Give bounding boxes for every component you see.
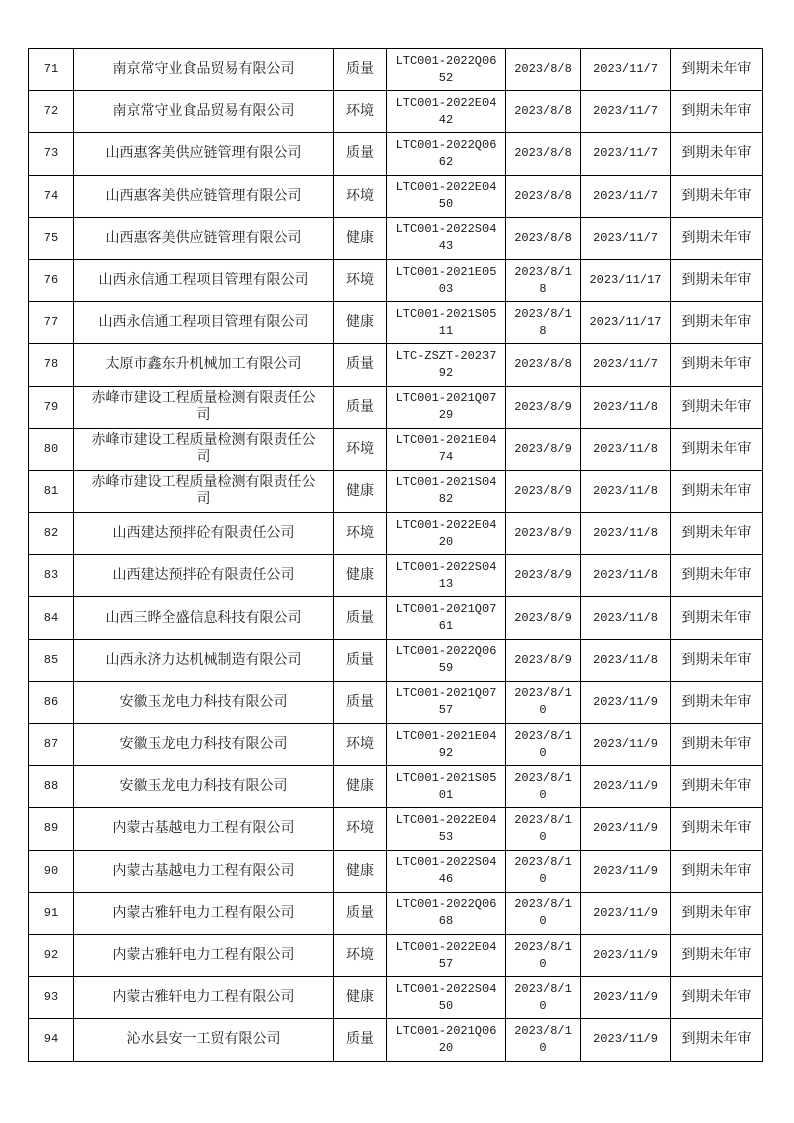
- certificate-type: 环境: [334, 724, 387, 766]
- certificate-type: 环境: [334, 428, 387, 470]
- certificate-number: LTC001-2021Q0761: [387, 597, 506, 639]
- row-number: 90: [29, 850, 74, 892]
- certificate-number: LTC001-2022Q0652: [387, 49, 506, 91]
- row-number: 71: [29, 49, 74, 91]
- company-name: 南京常守业食品贸易有限公司: [74, 49, 334, 91]
- due-date: 2023/11/7: [581, 217, 671, 259]
- issue-date: 2023/8/9: [506, 428, 581, 470]
- certificate-number: LTC001-2022Q0662: [387, 133, 506, 175]
- row-number: 94: [29, 1019, 74, 1061]
- company-name: 安徽玉龙电力科技有限公司: [74, 766, 334, 808]
- certificate-type: 环境: [334, 175, 387, 217]
- status: 到期未年审: [671, 428, 763, 470]
- table-row: [29, 133, 763, 175]
- certificate-number: LTC001-2021Q0620: [387, 1019, 506, 1061]
- due-date: 2023/11/9: [581, 892, 671, 934]
- row-number: 88: [29, 766, 74, 808]
- row-number: 79: [29, 386, 74, 428]
- issue-date: 2023/8/9: [506, 639, 581, 681]
- table-row: [29, 1019, 763, 1061]
- due-date: 2023/11/7: [581, 344, 671, 386]
- row-number: 86: [29, 681, 74, 723]
- certificate-number: LTC001-2022E0450: [387, 175, 506, 217]
- company-name: 安徽玉龙电力科技有限公司: [74, 681, 334, 723]
- issue-date: 2023/8/10: [506, 724, 581, 766]
- issue-date: 2023/8/8: [506, 49, 581, 91]
- company-name: 内蒙古基越电力工程有限公司: [74, 850, 334, 892]
- row-number: 75: [29, 217, 74, 259]
- certificate-number: LTC001-2022S0446: [387, 850, 506, 892]
- row-number: 93: [29, 977, 74, 1019]
- certificate-type: 质量: [334, 133, 387, 175]
- status: 到期未年审: [671, 470, 763, 512]
- table-row: [29, 850, 763, 892]
- due-date: 2023/11/9: [581, 724, 671, 766]
- issue-date: 2023/8/9: [506, 597, 581, 639]
- table-row: [29, 344, 763, 386]
- company-name: 赤峰市建设工程质量检测有限责任公司: [74, 470, 334, 512]
- issue-date: 2023/8/9: [506, 555, 581, 597]
- due-date: 2023/11/8: [581, 513, 671, 555]
- status: 到期未年审: [671, 513, 763, 555]
- row-number: 73: [29, 133, 74, 175]
- row-number: 89: [29, 808, 74, 850]
- table-row: [29, 977, 763, 1019]
- certificate-number: LTC001-2022S0413: [387, 555, 506, 597]
- certificate-number: LTC001-2021E0503: [387, 259, 506, 301]
- due-date: 2023/11/9: [581, 934, 671, 976]
- certificate-number: LTC001-2022E0420: [387, 513, 506, 555]
- status: 到期未年审: [671, 597, 763, 639]
- certificate-table: [28, 48, 763, 1062]
- due-date: 2023/11/9: [581, 1019, 671, 1061]
- issue-date: 2023/8/10: [506, 1019, 581, 1061]
- certificate-number: LTC001-2022E0442: [387, 91, 506, 133]
- status: 到期未年审: [671, 555, 763, 597]
- certificate-type: 健康: [334, 977, 387, 1019]
- row-number: 85: [29, 639, 74, 681]
- certificate-number: LTC001-2022E0457: [387, 934, 506, 976]
- due-date: 2023/11/8: [581, 386, 671, 428]
- issue-date: 2023/8/9: [506, 386, 581, 428]
- table-row: [29, 892, 763, 934]
- issue-date: 2023/8/10: [506, 808, 581, 850]
- certificate-type: 健康: [334, 850, 387, 892]
- company-name: 山西惠客美供应链管理有限公司: [74, 217, 334, 259]
- due-date: 2023/11/7: [581, 175, 671, 217]
- table-row: [29, 681, 763, 723]
- company-name: 太原市鑫东升机械加工有限公司: [74, 344, 334, 386]
- certificate-type: 环境: [334, 91, 387, 133]
- status: 到期未年审: [671, 133, 763, 175]
- certificate-type: 质量: [334, 49, 387, 91]
- company-name: 山西惠客美供应链管理有限公司: [74, 175, 334, 217]
- table-row: [29, 555, 763, 597]
- certificate-number: LTC001-2021E0474: [387, 428, 506, 470]
- table-row: [29, 513, 763, 555]
- company-name: 山西永信通工程项目管理有限公司: [74, 259, 334, 301]
- row-number: 80: [29, 428, 74, 470]
- company-name: 内蒙古雅轩电力工程有限公司: [74, 892, 334, 934]
- company-name: 沁水县安一工贸有限公司: [74, 1019, 334, 1061]
- due-date: 2023/11/7: [581, 91, 671, 133]
- due-date: 2023/11/17: [581, 302, 671, 344]
- row-number: 76: [29, 259, 74, 301]
- certificate-type: 质量: [334, 1019, 387, 1061]
- due-date: 2023/11/9: [581, 977, 671, 1019]
- issue-date: 2023/8/18: [506, 302, 581, 344]
- row-number: 77: [29, 302, 74, 344]
- company-name: 内蒙古雅轩电力工程有限公司: [74, 934, 334, 976]
- issue-date: 2023/8/18: [506, 259, 581, 301]
- row-number: 92: [29, 934, 74, 976]
- table-row: [29, 470, 763, 512]
- issue-date: 2023/8/10: [506, 892, 581, 934]
- company-name: 内蒙古雅轩电力工程有限公司: [74, 977, 334, 1019]
- table-row: [29, 766, 763, 808]
- status: 到期未年审: [671, 259, 763, 301]
- status: 到期未年审: [671, 766, 763, 808]
- table-row: [29, 49, 763, 91]
- issue-date: 2023/8/10: [506, 934, 581, 976]
- table-row: [29, 934, 763, 976]
- company-name: 山西永信通工程项目管理有限公司: [74, 302, 334, 344]
- row-number: 91: [29, 892, 74, 934]
- certificate-type: 健康: [334, 217, 387, 259]
- certificate-type: 环境: [334, 934, 387, 976]
- due-date: 2023/11/8: [581, 555, 671, 597]
- table-row: [29, 175, 763, 217]
- issue-date: 2023/8/8: [506, 217, 581, 259]
- table-row: [29, 259, 763, 301]
- table-row: [29, 724, 763, 766]
- issue-date: 2023/8/9: [506, 513, 581, 555]
- company-name: 赤峰市建设工程质量检测有限责任公司: [74, 428, 334, 470]
- due-date: 2023/11/8: [581, 470, 671, 512]
- row-number: 83: [29, 555, 74, 597]
- status: 到期未年审: [671, 217, 763, 259]
- certificate-type: 质量: [334, 597, 387, 639]
- company-name: 内蒙古基越电力工程有限公司: [74, 808, 334, 850]
- issue-date: 2023/8/10: [506, 850, 581, 892]
- status: 到期未年审: [671, 386, 763, 428]
- table-row: [29, 91, 763, 133]
- company-name: 南京常守业食品贸易有限公司: [74, 91, 334, 133]
- issue-date: 2023/8/8: [506, 133, 581, 175]
- table-body: [29, 49, 763, 1062]
- issue-date: 2023/8/8: [506, 91, 581, 133]
- due-date: 2023/11/7: [581, 49, 671, 91]
- due-date: 2023/11/8: [581, 428, 671, 470]
- certificate-number: LTC001-2021S0501: [387, 766, 506, 808]
- certificate-number: LTC-ZSZT-2023792: [387, 344, 506, 386]
- table-row: [29, 428, 763, 470]
- status: 到期未年审: [671, 302, 763, 344]
- issue-date: 2023/8/10: [506, 681, 581, 723]
- certificate-number: LTC001-2021S0482: [387, 470, 506, 512]
- certificate-type: 质量: [334, 639, 387, 681]
- company-name: 山西惠客美供应链管理有限公司: [74, 133, 334, 175]
- certificate-number: LTC001-2021S0511: [387, 302, 506, 344]
- issue-date: 2023/8/8: [506, 175, 581, 217]
- issue-date: 2023/8/9: [506, 470, 581, 512]
- company-name: 山西建达预拌砼有限责任公司: [74, 513, 334, 555]
- status: 到期未年审: [671, 977, 763, 1019]
- certificate-number: LTC001-2021E0492: [387, 724, 506, 766]
- certificate-number: LTC001-2021Q0757: [387, 681, 506, 723]
- due-date: 2023/11/17: [581, 259, 671, 301]
- row-number: 81: [29, 470, 74, 512]
- company-name: 山西建达预拌砼有限责任公司: [74, 555, 334, 597]
- status: 到期未年审: [671, 681, 763, 723]
- table-row: [29, 808, 763, 850]
- status: 到期未年审: [671, 175, 763, 217]
- row-number: 82: [29, 513, 74, 555]
- certificate-number: LTC001-2022E0453: [387, 808, 506, 850]
- certificate-type: 环境: [334, 808, 387, 850]
- certificate-number: LTC001-2021Q0729: [387, 386, 506, 428]
- status: 到期未年审: [671, 639, 763, 681]
- certificate-number: LTC001-2022Q0668: [387, 892, 506, 934]
- due-date: 2023/11/9: [581, 681, 671, 723]
- status: 到期未年审: [671, 724, 763, 766]
- certificate-type: 质量: [334, 892, 387, 934]
- status: 到期未年审: [671, 808, 763, 850]
- issue-date: 2023/8/10: [506, 977, 581, 1019]
- row-number: 72: [29, 91, 74, 133]
- table-row: [29, 217, 763, 259]
- due-date: 2023/11/9: [581, 766, 671, 808]
- certificate-type: 环境: [334, 259, 387, 301]
- due-date: 2023/11/9: [581, 808, 671, 850]
- due-date: 2023/11/9: [581, 850, 671, 892]
- table-row: [29, 639, 763, 681]
- certificate-number: LTC001-2022S0443: [387, 217, 506, 259]
- table-row: [29, 302, 763, 344]
- company-name: 安徽玉龙电力科技有限公司: [74, 724, 334, 766]
- status: 到期未年审: [671, 1019, 763, 1061]
- due-date: 2023/11/8: [581, 597, 671, 639]
- certificate-type: 质量: [334, 681, 387, 723]
- status: 到期未年审: [671, 850, 763, 892]
- issue-date: 2023/8/8: [506, 344, 581, 386]
- certificate-type: 健康: [334, 302, 387, 344]
- row-number: 87: [29, 724, 74, 766]
- row-number: 78: [29, 344, 74, 386]
- due-date: 2023/11/8: [581, 639, 671, 681]
- due-date: 2023/11/7: [581, 133, 671, 175]
- status: 到期未年审: [671, 49, 763, 91]
- row-number: 84: [29, 597, 74, 639]
- company-name: 山西永济力达机械制造有限公司: [74, 639, 334, 681]
- certificate-type: 质量: [334, 386, 387, 428]
- issue-date: 2023/8/10: [506, 766, 581, 808]
- certificate-number: LTC001-2022S0450: [387, 977, 506, 1019]
- table-row: [29, 386, 763, 428]
- table-row: [29, 597, 763, 639]
- certificate-type: 健康: [334, 470, 387, 512]
- company-name: 山西三晔全盛信息科技有限公司: [74, 597, 334, 639]
- row-number: 74: [29, 175, 74, 217]
- status: 到期未年审: [671, 91, 763, 133]
- status: 到期未年审: [671, 892, 763, 934]
- certificate-number: LTC001-2022Q0659: [387, 639, 506, 681]
- company-name: 赤峰市建设工程质量检测有限责任公司: [74, 386, 334, 428]
- certificate-type: 环境: [334, 513, 387, 555]
- status: 到期未年审: [671, 934, 763, 976]
- certificate-type: 健康: [334, 555, 387, 597]
- status: 到期未年审: [671, 344, 763, 386]
- certificate-type: 健康: [334, 766, 387, 808]
- certificate-type: 质量: [334, 344, 387, 386]
